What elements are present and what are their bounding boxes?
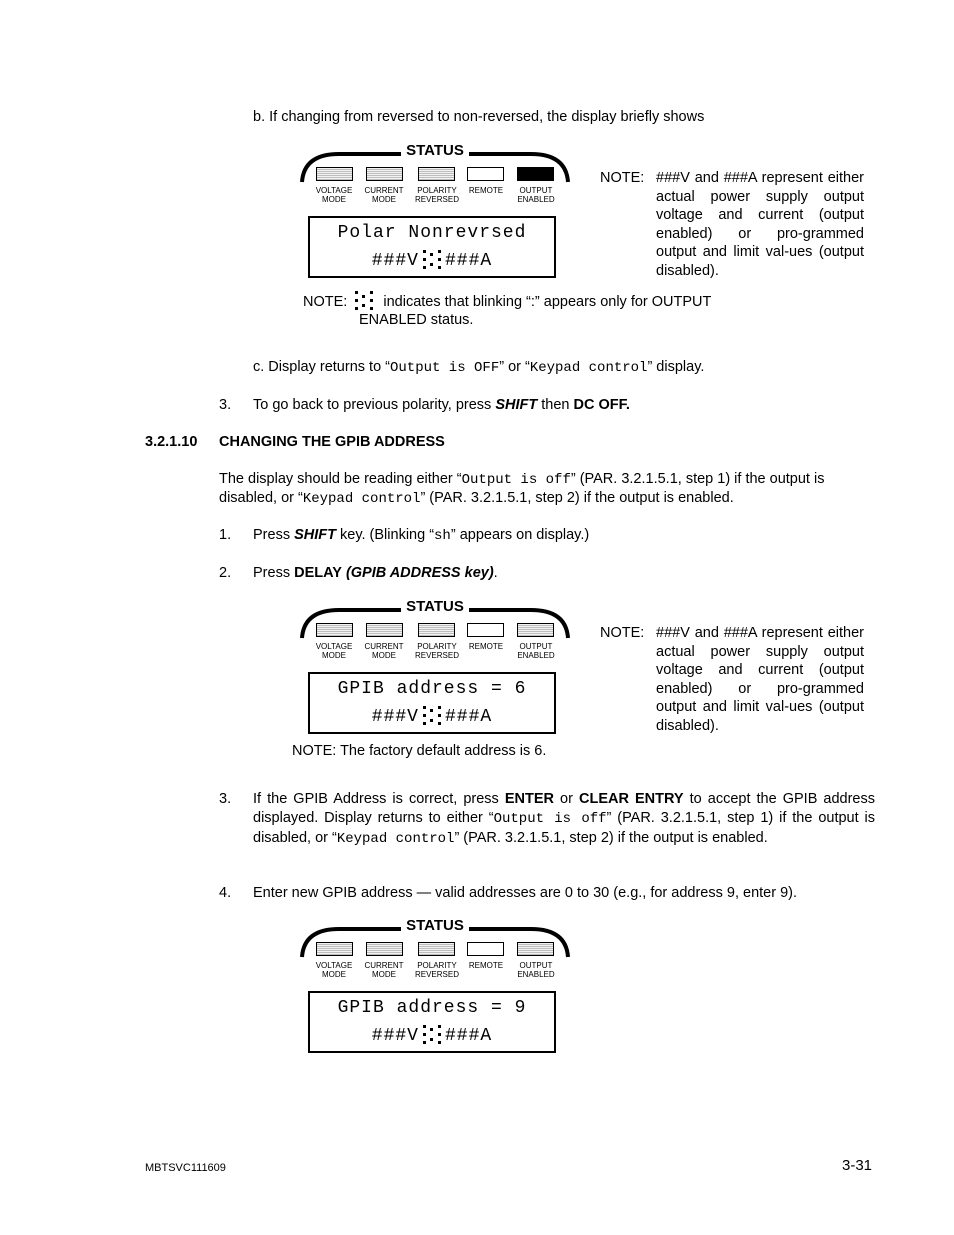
- status-title: STATUS: [401, 917, 469, 934]
- step-3-number: 3.: [219, 397, 232, 413]
- status-title: STATUS: [401, 598, 469, 615]
- led-current-mode: [366, 942, 403, 956]
- step-3-polarity: To go back to previous polarity, press SHIFT then DC OFF.: [253, 397, 630, 413]
- led-label: POLARITY REVERSED: [414, 961, 459, 979]
- lcd-line-2: ###V ###A: [371, 1026, 493, 1046]
- blinking-colon-icon: [423, 1025, 441, 1043]
- side-note-1: NOTE: ###V and ###A represent either actual power supply output voltage and current (output enabled) or pro-grammed output and limit val-ues (output disabled).: [600, 170, 864, 279]
- status-panel-1: [299, 144, 571, 284]
- led-current-mode: [366, 167, 403, 181]
- led-voltage-mode: [316, 623, 353, 637]
- led-label: REMOTE: [468, 642, 504, 651]
- step-1-number: 1.: [219, 527, 232, 543]
- lcd-line-1: GPIB address = 6: [337, 679, 527, 699]
- blinking-colon-icon: [355, 291, 373, 309]
- step-4-number: 4.: [219, 885, 232, 901]
- led-output-enabled: [517, 942, 554, 956]
- led-voltage-mode: [316, 167, 353, 181]
- status-title: STATUS: [401, 142, 469, 159]
- step-c: c. Display returns to “Output is OFF” or “Keypad control” display.: [253, 359, 705, 376]
- side-note-2: NOTE: ###V and ###A represent either actual power supply output voltage and current (output enabled) or pro-grammed output and limit val-ues (output disabled).: [600, 625, 864, 734]
- step-3-gpib: If the GPIB Address is correct, press ENTER or CLEAR ENTRY to accept the GPIB address displayed. Display returns to either “Output is off” (PAR. 3.2.1.5.1, step 1) if the output is disabled, or “Keypad control” (PAR. 3.2.1.5.1, step 2) if the output is enabled.: [253, 791, 876, 847]
- lcd-line-2: ###V ###A: [371, 707, 493, 727]
- blink-note-cont: ENABLED status.: [359, 312, 474, 328]
- step-1: Press SHIFT key. (Blinking “sh” appears on display.): [253, 527, 590, 544]
- led-label: OUTPUT ENABLED: [517, 642, 555, 660]
- led-label: VOLTAGE MODE: [315, 961, 353, 979]
- led-polarity-reversed: [418, 623, 455, 637]
- page-number: 3-31: [842, 1157, 873, 1174]
- step-2-number: 2.: [219, 565, 232, 581]
- lcd-display: [308, 991, 556, 1053]
- blinking-colon-icon: [423, 706, 441, 724]
- step-2: Press DELAY (GPIB ADDRESS key).: [253, 565, 498, 581]
- led-current-mode: [366, 623, 403, 637]
- status-panel-3: [299, 919, 571, 1059]
- lcd-line-1: GPIB address = 9: [337, 998, 527, 1018]
- led-label: VOLTAGE MODE: [315, 642, 353, 660]
- led-label: OUTPUT ENABLED: [517, 186, 555, 204]
- lcd-line-1: Polar Nonrevrsed: [337, 223, 527, 243]
- led-polarity-reversed: [418, 942, 455, 956]
- led-remote: [467, 942, 504, 956]
- section-number: 3.2.1.10: [145, 434, 198, 450]
- led-voltage-mode: [316, 942, 353, 956]
- led-remote: [467, 167, 504, 181]
- led-label: POLARITY REVERSED: [414, 642, 459, 660]
- factory-default-note: NOTE: The factory default address is 6.: [292, 743, 547, 759]
- led-output-enabled: [517, 167, 554, 181]
- led-label: CURRENT MODE: [364, 961, 404, 979]
- blink-note: NOTE: indicates that blinking “:” appears only for OUTPUT: [303, 291, 711, 312]
- led-label: VOLTAGE MODE: [315, 186, 353, 204]
- led-label: CURRENT MODE: [364, 186, 404, 204]
- step-b-text: b. If changing from reversed to non-reversed, the display briefly shows: [253, 109, 705, 125]
- blinking-colon-icon: [423, 250, 441, 268]
- footer-doc-id: MBTSVC111609: [145, 1162, 226, 1174]
- led-label: REMOTE: [468, 186, 504, 195]
- intro-line-2: disabled, or “Keypad control” (PAR. 3.2.1.5.1, step 2) if the output is enabled.: [219, 490, 734, 507]
- lcd-line-2: ###V ###A: [371, 251, 493, 271]
- led-label: OUTPUT ENABLED: [517, 961, 555, 979]
- led-label: CURRENT MODE: [364, 642, 404, 660]
- led-polarity-reversed: [418, 167, 455, 181]
- led-output-enabled: [517, 623, 554, 637]
- lcd-display: [308, 216, 556, 278]
- led-remote: [467, 623, 504, 637]
- status-panel-2: [299, 600, 571, 740]
- lcd-display: [308, 672, 556, 734]
- led-label: POLARITY REVERSED: [414, 186, 459, 204]
- step-3-number: 3.: [219, 791, 232, 807]
- step-4: Enter new GPIB address — valid addresses are 0 to 30 (e.g., for address 9, enter 9).: [253, 885, 798, 901]
- section-title: CHANGING THE GPIB ADDRESS: [219, 434, 445, 450]
- intro-line-1: The display should be reading either “Output is off” (PAR. 3.2.1.5.1, step 1) if the output is: [219, 471, 825, 488]
- led-label: REMOTE: [468, 961, 504, 970]
